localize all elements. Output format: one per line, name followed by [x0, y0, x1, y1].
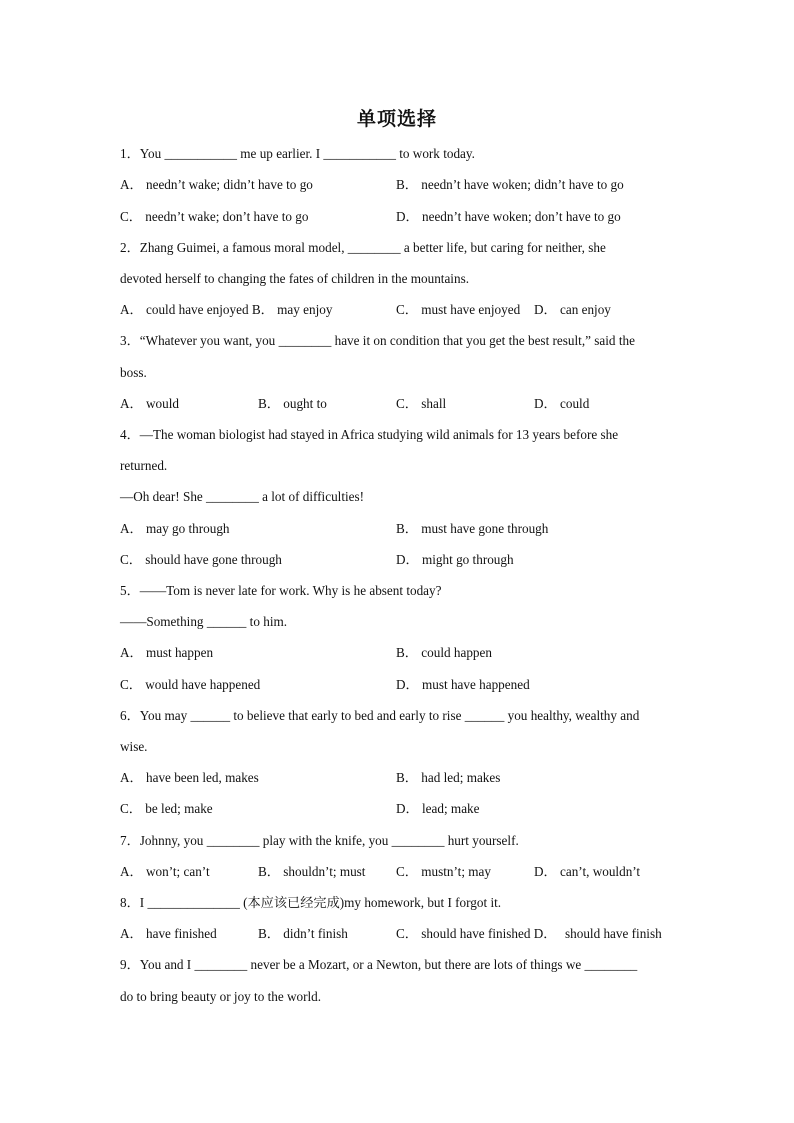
question-5-option-b: B． could happen	[396, 645, 492, 660]
question-3-stem: 3．“Whatever you want, you ________ have it on condition that you get the best result,” said the	[120, 333, 635, 348]
question-4-stem-cont: returned.	[120, 458, 168, 473]
question-8-option-d: should have finish	[565, 926, 662, 941]
question-4-option-a: A． may go through	[120, 521, 230, 536]
question-8-option-c: C． should have finished D．	[396, 926, 557, 941]
question-6-option-d: D． lead; make	[396, 801, 480, 816]
question-8-option-a: A． have finished	[120, 926, 217, 941]
question-3-stem-cont: boss.	[120, 365, 147, 380]
question-4-option-b: B． must have gone through	[396, 521, 549, 536]
question-1-option-c: C． needn’t wake; don’t have to go	[120, 209, 309, 224]
question-8-stem: 8．I ______________ (本应该已经完成)my homework, but I forgot it.	[120, 895, 502, 910]
question-6-option-a: A． have been led, makes	[120, 770, 259, 785]
question-6-option-b: B． had led; makes	[396, 770, 501, 785]
question-1-option-a: A． needn’t wake; didn’t have to go	[120, 177, 313, 192]
question-5-option-a: A． must happen	[120, 645, 214, 660]
question-1-option-d: D． needn’t have woken; don’t have to go	[396, 209, 621, 224]
question-6-stem: 6．You may ______ to believe that early to bed and early to rise ______ you healthy, wealthy and	[120, 708, 640, 723]
question-2-option-c: C． must have enjoyed	[396, 302, 521, 317]
question-1-option-b: B． needn’t have woken; didn’t have to go	[396, 177, 624, 192]
question-2-stem-cont: devoted herself to changing the fates of children in the mountains.	[120, 271, 469, 286]
page-title: 单项选择	[356, 108, 437, 130]
question-5-stem: 5．——Tom is never late for work. Why is he absent today?	[120, 583, 442, 598]
question-5-reply: ——Something ______ to him.	[120, 614, 288, 629]
question-4-reply: —Oh dear! She ________ a lot of difficulties!	[120, 489, 365, 504]
question-7-option-d: D． can’t, wouldn’t	[534, 864, 641, 879]
question-3-option-b: B． ought to	[258, 396, 327, 411]
question-5-option-c: C． would have happened	[120, 677, 261, 692]
question-6-stem-cont: wise.	[120, 739, 148, 754]
question-7-option-c: C． mustn’t; may	[396, 864, 492, 879]
question-2-stem: 2．Zhang Guimei, a famous moral model, ________ a better life, but caring for neither, she	[120, 240, 606, 255]
question-6-option-c: C． be led; make	[120, 801, 213, 816]
question-2-option-ab: A． could have enjoyed B． may enjoy	[120, 302, 333, 317]
question-4-option-d: D． might go through	[396, 552, 514, 567]
question-4-option-c: C． should have gone through	[120, 552, 282, 567]
question-3-option-d: D． could	[534, 396, 590, 411]
question-7-option-a: A． won’t; can’t	[120, 864, 210, 879]
question-9-stem-cont: do to bring beauty or joy to the world.	[120, 989, 322, 1004]
question-8-option-b: B． didn’t finish	[258, 926, 348, 941]
question-3-option-c: C． shall	[396, 396, 447, 411]
question-1-stem: 1．You ___________ me up earlier. I ___________ to work today.	[120, 146, 475, 161]
question-7-option-b: B． shouldn’t; must	[258, 864, 366, 879]
question-7-stem: 7．Johnny, you ________ play with the knife, you ________ hurt yourself.	[120, 833, 519, 848]
question-4-stem: 4．—The woman biologist had stayed in Africa studying wild animals for 13 years before she	[120, 427, 619, 442]
question-5-option-d: D． must have happened	[396, 677, 530, 692]
question-9-stem: 9．You and I ________ never be a Mozart, or a Newton, but there are lots of things we ________	[120, 957, 638, 972]
question-2-option-d: D． can enjoy	[534, 302, 611, 317]
question-3-option-a: A． would	[120, 396, 179, 411]
